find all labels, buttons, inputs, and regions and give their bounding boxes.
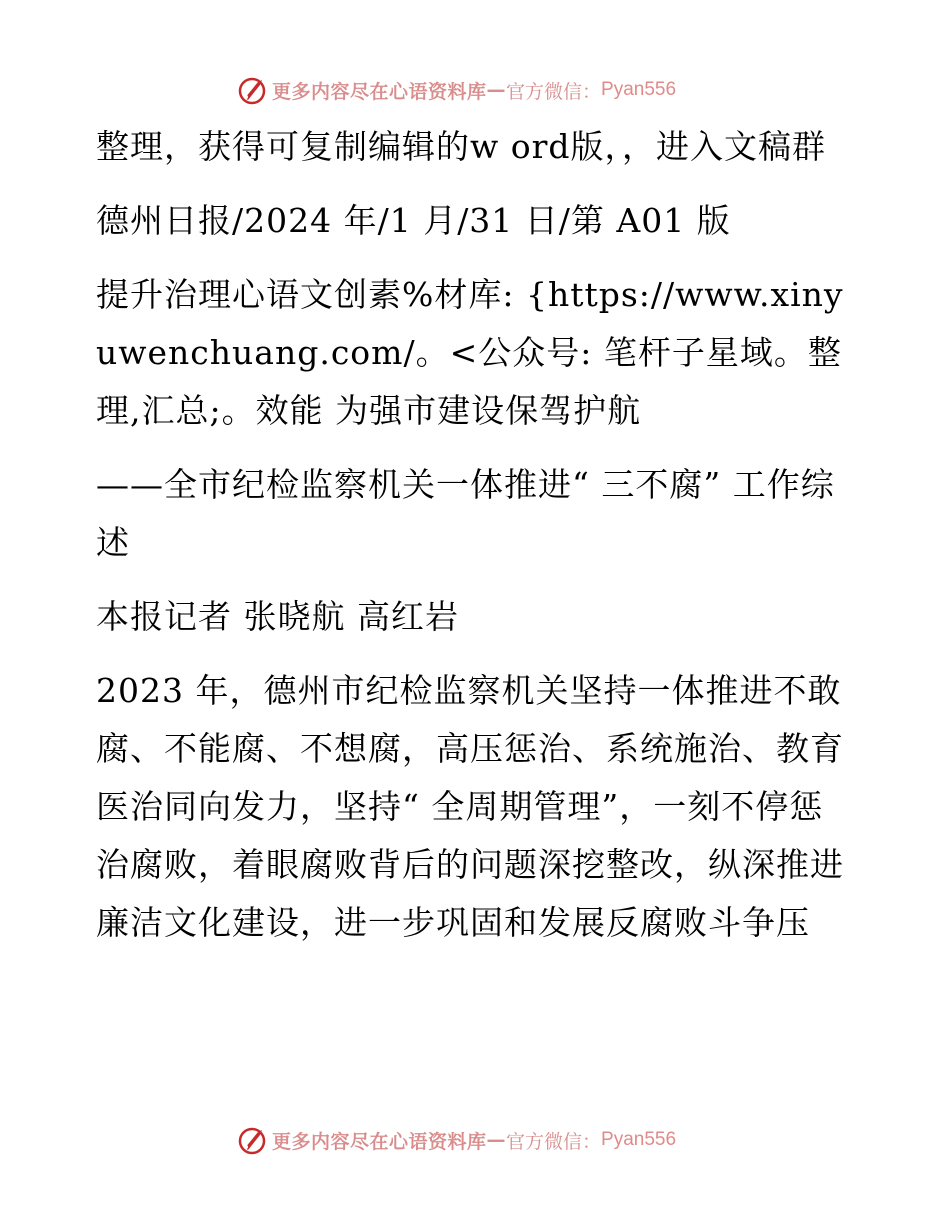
quill-pen-logo-icon [236, 1124, 268, 1156]
watermark-contact-id: Pyan556 [601, 1129, 677, 1150]
quill-pen-logo-icon [236, 74, 268, 106]
document-body [96, 118, 856, 968]
footer-watermark [236, 1122, 676, 1158]
watermark-contact-id: Pyan556 [601, 79, 677, 100]
paragraph-body: 2023 年，德州市纪检监察机关坚持一体推进不敢腐、不能腐、不想腐，高压惩治、系统施治、教育医治同向发力，坚持“ 全周期管理”，一刻不停惩治腐败，着眼腐败背后的问题深挖整改，纵深推进廉洁文化建设，进一步巩固和发展反腐败斗争压 [96, 671, 844, 942]
watermark-main-text: 更多内容尽在心语资料库 [272, 80, 487, 103]
header-watermark [236, 72, 676, 108]
paragraph-byline: 本报记者 张晓航 高红岩 [96, 597, 459, 636]
paragraph-title: 提升治理心语文创素%材库: {https://www.xinyuwenchuang.com/。<公众号: 笔杆子星域。整理,汇总;。效能 为强市建设保驾护航 [96, 275, 844, 430]
watermark-main-text: 更多内容尽在心语资料库 [272, 1130, 487, 1153]
paragraph-subtitle: ——全市纪检监察机关一体推进“ 三不腐” 工作综述 [96, 465, 835, 562]
paragraph-source: 德州日报/2024 年/1 月/31 日/第 A01 版 [96, 201, 731, 240]
watermark-dash: — [486, 79, 507, 101]
watermark-contact-label: 官方微信： [506, 80, 602, 103]
watermark-dash: — [486, 1129, 507, 1151]
paragraph-intro: 整理，获得可复制编辑的w ord版，，进入文稿群 [96, 127, 827, 166]
watermark-contact-label: 官方微信： [506, 1130, 602, 1153]
